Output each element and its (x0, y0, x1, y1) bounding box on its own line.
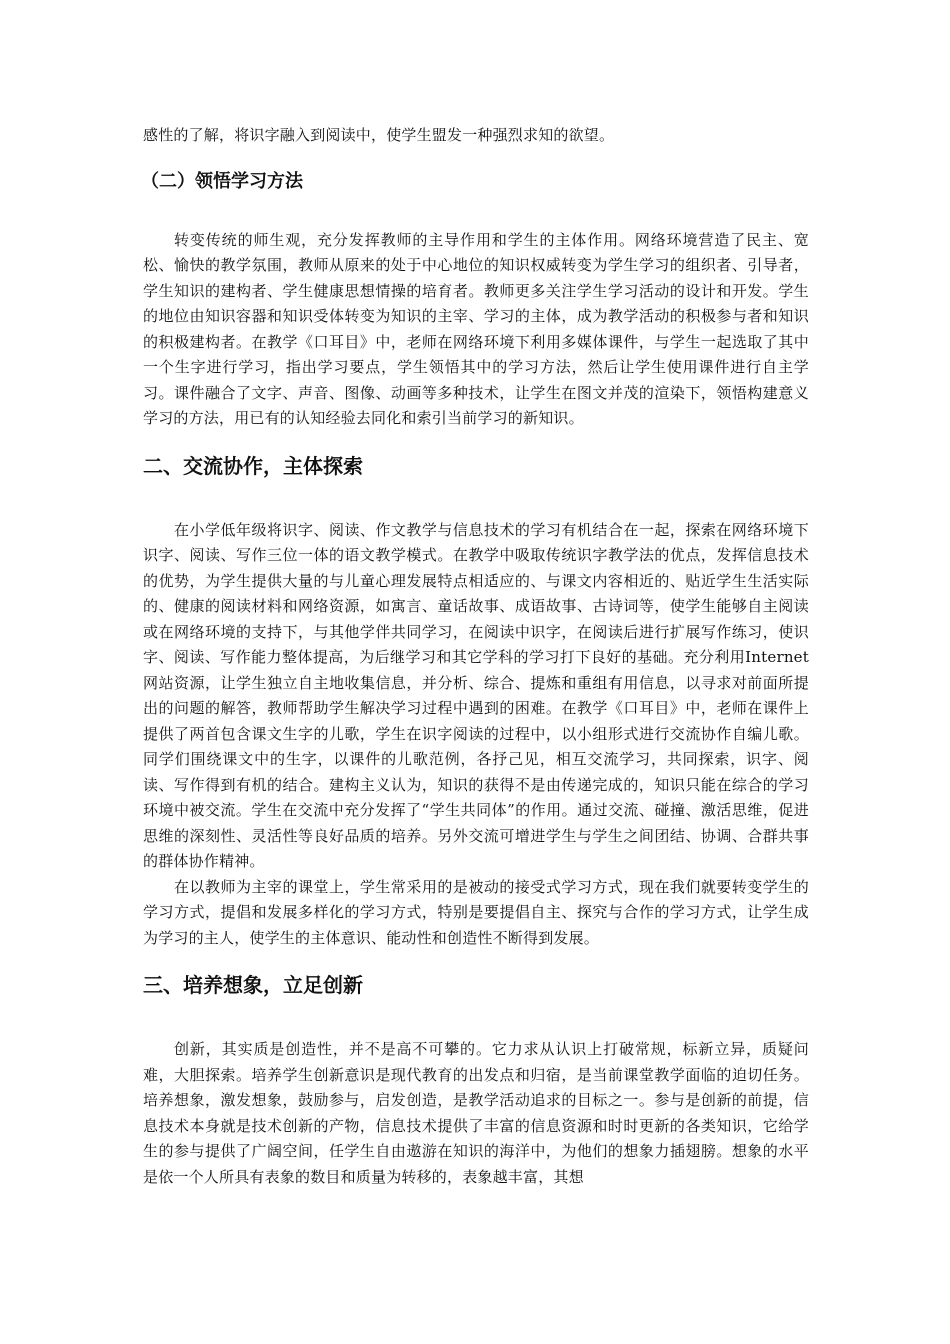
paragraph: 在以教师为主宰的课堂上，学生常采用的是被动的接受式学习方式，现在我们就要转变学生的学习方式，提倡和发展多样化的学习方式，特别是要提倡自主、探究与合作的学习方式，让学生成为学习的主人，使学生的主体意识、能动性和创造性不断得到发展。 (143, 877, 809, 947)
paragraph: 创新，其实质是创造性，并不是高不可攀的。它力求从认识上打破常规，标新立异，质疑问难，大胆探索。培养学生创新意识是现代教育的出发点和归宿，是当前课堂教学面临的迫切任务。培养想象，激发想象，鼓励参与，启发创造，是教学活动追求的目标之一。参与是创新的前提，信息技术本身就是技术创新的产物，信息技术提供了丰富的信息资源和时时更新的各类知识，它给学生的参与提供了广阔空间，任学生自由遨游在知识的海洋中，为他们的想象力插翅膀。想象的水平是依一个人所具有表象的数目和质量为转移的，表象越丰富，其想 (143, 1040, 809, 1186)
section-heading: 三、培养想象，立足创新 (143, 973, 363, 997)
section-heading: 二、交流协作，主体探索 (143, 453, 363, 478)
paragraph-continuation: 感性的了解，将识字融入到阅读中，使学生盟发一种强烈求知的欲望。 (143, 126, 615, 144)
document-body (143, 123, 809, 1190)
paragraph: 转变传统的师生观，充分发挥教师的主导作用和学生的主体作用。网络环境营造了民主、宽松、愉快的教学氛围，教师从原来的处于中心地位的知识权威转变为学生学习的组织者、引导者，学生知识的建构者、学生健康思想情操的培育者。教师更多关注学生学习活动的设计和开发。学生的地位由知识容器和知识受体转变为知识的主宰、学习的主体，成为教学活动的积极参与者和知识的积极建构者。在教学《口耳目》中，老师在网络环境下利用多媒体课件，与学生一起选取了其中一个生字进行学习，指出学习要点，学生领悟其中的学习方法，然后让学生使用课件进行自主学习。课件融合了文字、声音、图像、动画等多种技术，让学生在图文并茂的渲染下，领悟构建意义学习的方法，用已有的认知经验去同化和索引当前学习的新知识。 (143, 230, 809, 427)
paragraph: 在小学低年级将识字、阅读、作文教学与信息技术的学习有机结合在一起，探索在网络环境下识字、阅读、写作三位一体的语文教学模式。在教学中吸取传统识字教学法的优点，发挥信息技术的优势，为学生提供大量的与儿童心理发展特点相适应的、与课文内容相近的、贴近学生生活实际的、健康的阅读材料和网络资源，如寓言、童话故事、成语故事、古诗词等，使学生能够自主阅读或在网络环境的支持下，与其他学伴共同学习，在阅读中识字，在阅读后进行扩展写作练习，使识字、阅读、写作能力整体提高，为后继学习和其它学科的学习打下良好的基础。充分利用Internet网站资源，让学生独立自主地收集信息，并分析、综合、提炼和重组有用信息，以寻求对前面所提出的问题的解答，教师帮助学生解决学习过程中遇到的困难。在教学《口耳目》中，老师在课件上提供了两首包含课文生字的儿歌，学生在识字阅读的过程中，以小组形式进行交流协作自编儿歌。同学们围绕课文中的生字，以课件的儿歌范例，各抒己见，相互交流学习，共同探索，识字、阅读、写作得到有机的结合。建构主义认为，知识的获得不是由传递完成的，知识只能在综合的学习环境中被交流。学生在交流中充分发挥了“学生共同体”的作用。通过交流、碰撞、激活思维，促进思维的深刻性、灵活性等良好品质的培养。另外交流可增进学生与学生之间团结、协调、合群共事的群体协作精神。 (143, 520, 809, 870)
subsection-heading: （二）领悟学习方法 (141, 170, 303, 192)
